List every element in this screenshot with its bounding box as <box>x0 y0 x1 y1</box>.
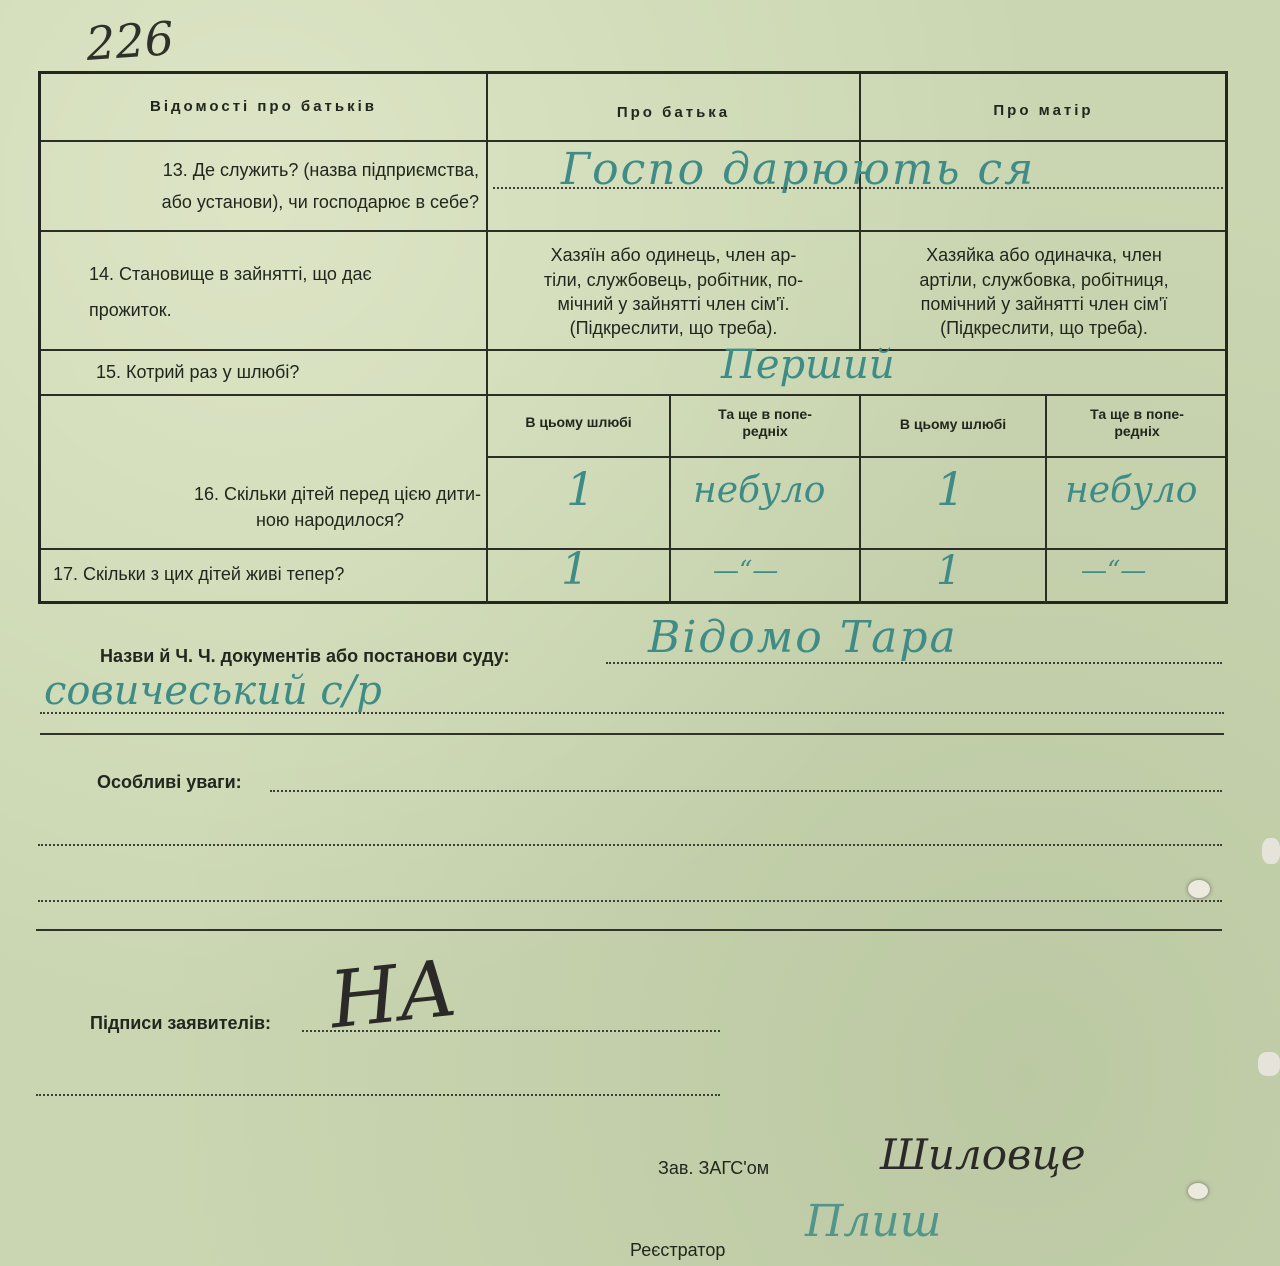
table-rule <box>41 140 1225 142</box>
documents-label: Назви й Ч. Ч. документів або постанови суду: <box>100 646 510 666</box>
q16-father-this: 1 <box>566 462 596 516</box>
table-rule <box>859 230 861 350</box>
applicants-signature-label: Підписи заявителів: <box>90 1013 272 1033</box>
father-option-line: мічний у зайнятті член сім'ї. <box>557 294 790 314</box>
documents-answer-line1: Відомо Тара <box>648 612 958 663</box>
mother-option-line: помічний у зайнятті член сім'ї <box>920 294 1168 314</box>
q13-line2: або установи), чи господарює в себе? <box>161 192 479 212</box>
remarks-line <box>38 900 1222 902</box>
father-option-line: тіли, службовець, робітник, по- <box>543 270 804 290</box>
paper-hole <box>1262 838 1280 864</box>
mother-option-line: (Підкреслити, що треба). <box>940 318 1148 338</box>
q15-answer: Перший <box>721 342 895 388</box>
table-rule <box>41 548 1225 550</box>
q13-line1: 13. Де служить? (назва підприємства, <box>162 160 479 180</box>
q17-father-prev: —“— <box>713 556 779 586</box>
paper-hole <box>1188 880 1210 898</box>
page-number: 226 <box>84 11 176 71</box>
mother-option-line: Хазяйка або одиначка, член <box>926 245 1162 265</box>
subheader-mother-prev: Та ще в попе- редніх <box>1090 406 1184 439</box>
q16-father-prev: небуло <box>693 470 826 511</box>
q15-question: 15. Котрий раз у шлюбі? <box>96 362 300 382</box>
table-rule <box>486 456 1225 458</box>
registrar-label: Реєстратор <box>630 1240 726 1260</box>
remarks-line <box>270 790 1222 792</box>
q14-line2: прожиток. <box>89 300 172 320</box>
paper-hole <box>1258 1052 1280 1076</box>
remarks-line <box>38 844 1222 846</box>
documents-answer-line2: совичеський с/р <box>44 668 382 714</box>
q17-father-this: 1 <box>561 544 589 595</box>
subheader-father-prev: Та ще в попе- редніх <box>718 406 812 439</box>
mother-option-line: артіли, службовка, робітниця, <box>919 270 1169 290</box>
q16-line1: 16. Скільки дітей перед цією дити- <box>193 484 481 504</box>
table-rule <box>41 394 1225 396</box>
table-rule <box>41 349 1225 351</box>
header-parents-info: Відомості про батьків <box>150 98 377 115</box>
q17-mother-this: 1 <box>936 548 962 594</box>
father-option-line: Хазяїн або одинець, член ар- <box>550 245 797 265</box>
q17-mother-prev: —“— <box>1081 556 1147 586</box>
section-divider <box>36 929 1222 931</box>
header-mother: Про матір <box>993 102 1094 119</box>
parents-info-table <box>38 71 1228 604</box>
q16-mother-this: 1 <box>936 462 966 516</box>
remarks-label: Особливі уваги: <box>97 772 242 792</box>
q13-answer: Госпо дарюють ся <box>561 144 1036 195</box>
q14-line1: 14. Становище в зайнятті, що дає <box>89 264 372 284</box>
head-label: Зав. ЗАГС'ом <box>658 1158 770 1178</box>
q17-question: 17. Скільки з цих дітей живі тепер? <box>53 564 345 584</box>
header-father: Про батька <box>616 104 731 121</box>
father-option-line: (Підкреслити, що треба). <box>569 318 778 338</box>
section-divider <box>40 733 1224 735</box>
paper-hole <box>1188 1183 1208 1199</box>
head-signature: Шиловце <box>880 1130 1086 1179</box>
subheader-father-this: В цьому шлюбі <box>525 414 632 430</box>
registrar-signature: Плиш <box>805 1196 942 1247</box>
subheader-mother-this: В цьому шлюбі <box>899 416 1007 432</box>
applicants-signature: НА <box>325 943 462 1047</box>
table-rule <box>41 230 1225 232</box>
q16-line2: ною народилося? <box>255 510 404 530</box>
signature-line <box>36 1094 720 1096</box>
table-rule <box>486 74 488 604</box>
q16-mother-prev: небуло <box>1065 470 1198 511</box>
answer-line <box>493 187 1223 189</box>
